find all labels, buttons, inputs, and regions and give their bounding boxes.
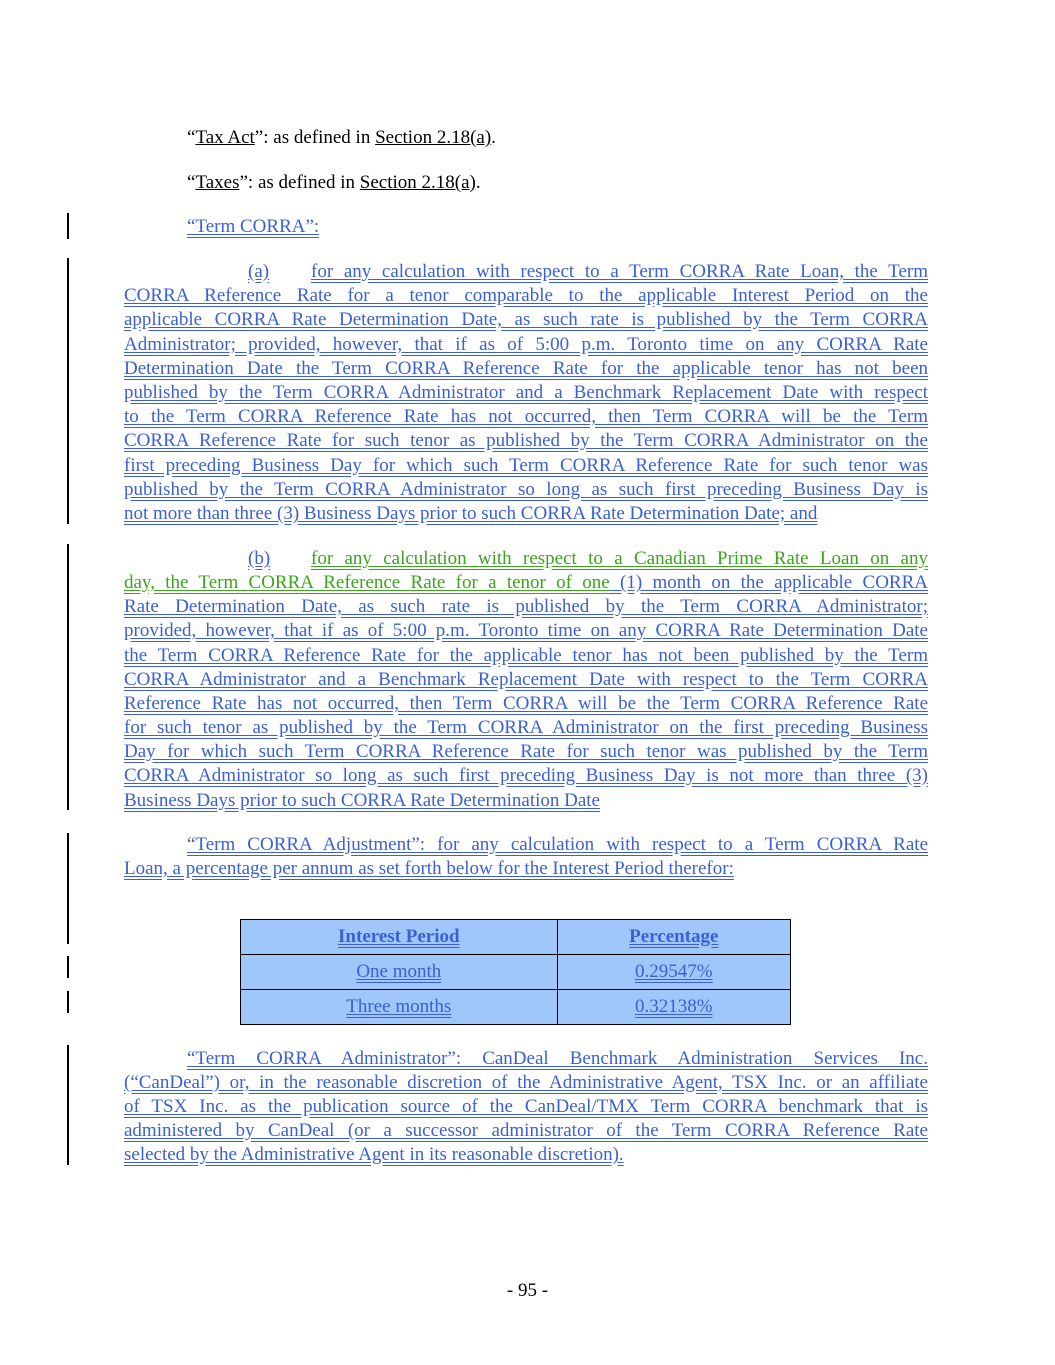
defined-term: Tax Act (195, 127, 255, 148)
change-bar (67, 833, 69, 944)
table-cell: 0.32138% (557, 990, 790, 1025)
clause-b-line: Reference Rate has not occurred, then Term CORRA will be the Term CORRA Reference Rate (124, 693, 928, 714)
clause-b-line: provided, however, that if as of 5:00 p.m. Toronto time on any CORRA Rate Determination Date (124, 620, 928, 641)
column-header-interest-period: Interest Period (241, 920, 558, 955)
definition-term-corra-adjustment: “Term CORRA Adjustment”: for any calculation with respect to a Term CORRA Rate (187, 834, 928, 855)
change-bar (67, 956, 69, 978)
clause-a-label: (a) (248, 261, 270, 282)
clause-a-line: to the Term CORRA Reference Rate has not occurred, then Term CORRA will be the Term (124, 406, 928, 427)
clause-a-line: not more than three (3) Business Days prior to such CORRA Rate Determination Date; and (124, 503, 818, 524)
change-bar (67, 213, 69, 239)
section-reference: Section 2.18(a) (375, 127, 492, 148)
table-row (241, 955, 791, 990)
clause-b-label: (b) (248, 548, 271, 569)
clause-b-line: the Term CORRA Reference Rate for the applicable tenor has not been published by the Term (124, 645, 928, 666)
change-bar (67, 1045, 69, 1165)
clause-b-line: for any calculation with respect to a Canadian Prime Rate Loan on any (311, 548, 928, 569)
clause-b-line: day, the Term CORRA Reference Rate for a tenor of one (1) month on the applicable CORRA (124, 572, 928, 593)
clause-a-line: CORRA Reference Rate for such tenor as published by the Term CORRA Administrator on the (124, 430, 928, 451)
section-reference: Section 2.18(a) (359, 172, 476, 193)
clause-b-line: Rate Determination Date, as such rate is published by the Term CORRA Administrator; (124, 596, 928, 617)
table-cell: Three months (241, 990, 558, 1025)
table-cell: One month (241, 955, 558, 990)
clause-b-line: CORRA Administrator and a Benchmark Replacement Date with respect to the Term CORRA (124, 669, 928, 690)
definition-term-corra-heading: “Term CORRA”: (187, 216, 320, 237)
definition-term-corra-administrator: (“CanDeal”) or, in the reasonable discretion of the Administrative Agent, TSX Inc. or an affiliate (124, 1072, 928, 1093)
change-bar (67, 258, 69, 524)
definition-term-corra-administrator: selected by the Administrative Agent in its reasonable discretion). (124, 1144, 624, 1165)
clause-a-line: first preceding Business Day for which such Term CORRA Reference Rate for such tenor was (124, 455, 928, 476)
clause-b-line: Day for which such Term CORRA Reference Rate for such tenor was published by the Term (124, 741, 928, 762)
definition-term-corra-administrator: “Term CORRA Administrator”: CanDeal Benchmark Administration Services Inc. (187, 1048, 928, 1069)
table-cell: 0.29547% (557, 955, 790, 990)
clause-a-line: CORRA Reference Rate for a tenor comparable to the applicable Interest Period on the (124, 285, 928, 306)
clause-a-line: Determination Date the Term CORRA Reference Rate for the applicable tenor has not been (124, 358, 928, 379)
clause-a-line: applicable CORRA Rate Determination Date, as such rate is published by the Term CORRA (124, 309, 928, 330)
defined-term: Taxes (195, 172, 240, 193)
clause-a-line: published by the Term CORRA Administrator so long as such first preceding Business Day is (124, 479, 928, 500)
adjustment-table (240, 919, 791, 1025)
table-row (241, 990, 791, 1025)
clause-a-line: for any calculation with respect to a Term CORRA Rate Loan, the Term (311, 261, 928, 282)
clause-a-line: published by the Term CORRA Administrator and a Benchmark Replacement Date with respect (124, 382, 928, 403)
definition-term-corra-adjustment: Loan, a percentage per annum as set forth below for the Interest Period therefor: (124, 858, 734, 879)
definition-term-corra-administrator: administered by CanDeal (or a successor administrator of the Term CORRA Reference Rate (124, 1120, 928, 1141)
definition-term-corra-administrator: of TSX Inc. as the publication source of the CanDeal/TMX Term CORRA benchmark that is (124, 1096, 928, 1117)
column-header-percentage: Percentage (557, 920, 790, 955)
change-bar (67, 991, 69, 1013)
table-header-row (241, 920, 791, 955)
clause-b-line: Business Days prior to such CORRA Rate Determination Date (124, 790, 600, 811)
definition-taxes: “Taxes”: as defined in Section 2.18(a). (187, 172, 481, 193)
definition-tax-act: “Tax Act”: as defined in Section 2.18(a). (187, 127, 496, 148)
clause-a-line: Administrator; provided, however, that if as of 5:00 p.m. Toronto time on any CORRA Rate (124, 334, 928, 355)
clause-b-line: for such tenor as published by the Term CORRA Administrator on the first preceding Business (124, 717, 928, 738)
clause-b-line: CORRA Administrator so long as such first preceding Business Day is not more than three (3) (124, 765, 928, 786)
page-number: - 95 - (506, 1280, 549, 1301)
change-bar (67, 544, 69, 810)
